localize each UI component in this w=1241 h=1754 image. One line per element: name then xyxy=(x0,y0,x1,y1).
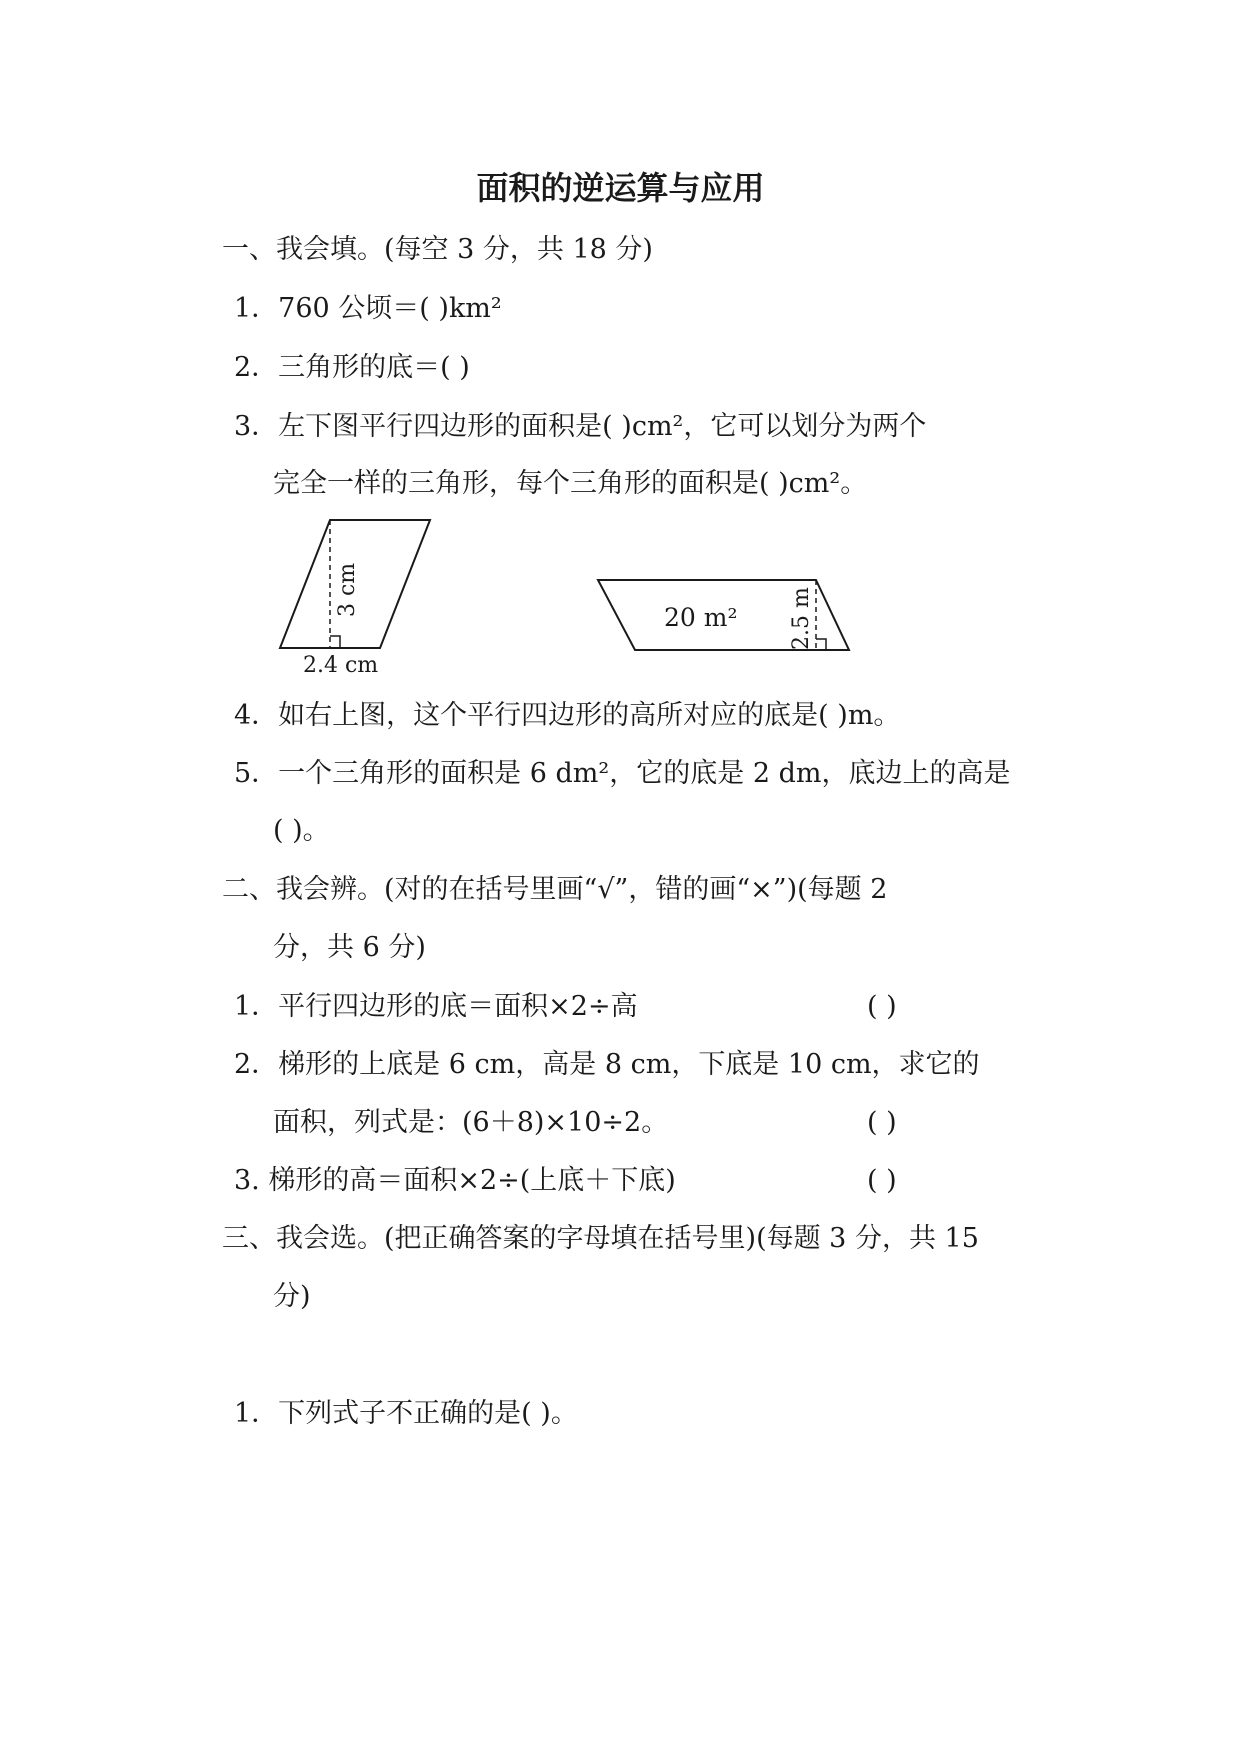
question-2-1: 1．平行四边形的底＝面积×2÷高 xyxy=(234,991,638,1022)
right-height-label: 2.5 m xyxy=(789,587,814,650)
question-2-2-line1: 2．梯形的上底是 6 cm，高是 8 cm，下底是 10 cm，求它的 xyxy=(234,1049,980,1080)
question-3-1: 1．下列式子不正确的是( )。 xyxy=(234,1398,578,1429)
right-area-label: 20 m² xyxy=(664,603,738,632)
question-1-3-line2: 完全一样的三角形，每个三角形的面积是( )cm²。 xyxy=(273,468,868,499)
question-1-2: 2．三角形的底＝( ) xyxy=(234,352,470,383)
answer-blank-2-1[interactable]: ( ) xyxy=(867,991,897,1022)
section1-heading: 一、我会填。(每空 3 分，共 18 分) xyxy=(222,234,653,265)
question-1-4: 4．如右上图，这个平行四边形的高所对应的底是( )m。 xyxy=(234,700,901,731)
question-2-2-line2: 面积，列式是：(6＋8)×10÷2。 xyxy=(273,1107,669,1138)
left-right-angle-mark xyxy=(330,636,340,648)
left-height-label: 3 cm xyxy=(335,562,360,617)
question-1-5-line1: 5．一个三角形的面积是 6 dm²，它的底是 2 dm，底边上的高是 xyxy=(234,758,1011,789)
left-base-label: 2.4 cm xyxy=(303,653,379,678)
answer-blank-2-2[interactable]: ( ) xyxy=(867,1107,897,1138)
section3-heading-line1: 三、我会选。(把正确答案的字母填在括号里)(每题 3 分，共 15 xyxy=(222,1223,979,1254)
section2-heading-line2: 分，共 6 分) xyxy=(273,932,426,963)
question-1-5-line2: ( )。 xyxy=(273,815,330,846)
question-1-1: 1．760 公顷＝( )km² xyxy=(234,293,502,324)
section3-heading-line2: 分) xyxy=(273,1281,311,1312)
question-2-3: 3. 梯形的高＝面积×2÷(上底＋下底) xyxy=(234,1165,676,1196)
question-1-3-line1: 3．左下图平行四边形的面积是( )cm²，它可以划分为两个 xyxy=(234,411,927,442)
right-right-angle-mark xyxy=(816,639,826,650)
answer-blank-2-3[interactable]: ( ) xyxy=(867,1165,897,1196)
section2-heading-line1: 二、我会辨。(对的在括号里画“√”，错的画“×”)(每题 2 xyxy=(222,874,888,905)
figures-area xyxy=(0,500,1241,700)
page-title: 面积的逆运算与应用 xyxy=(476,169,765,207)
